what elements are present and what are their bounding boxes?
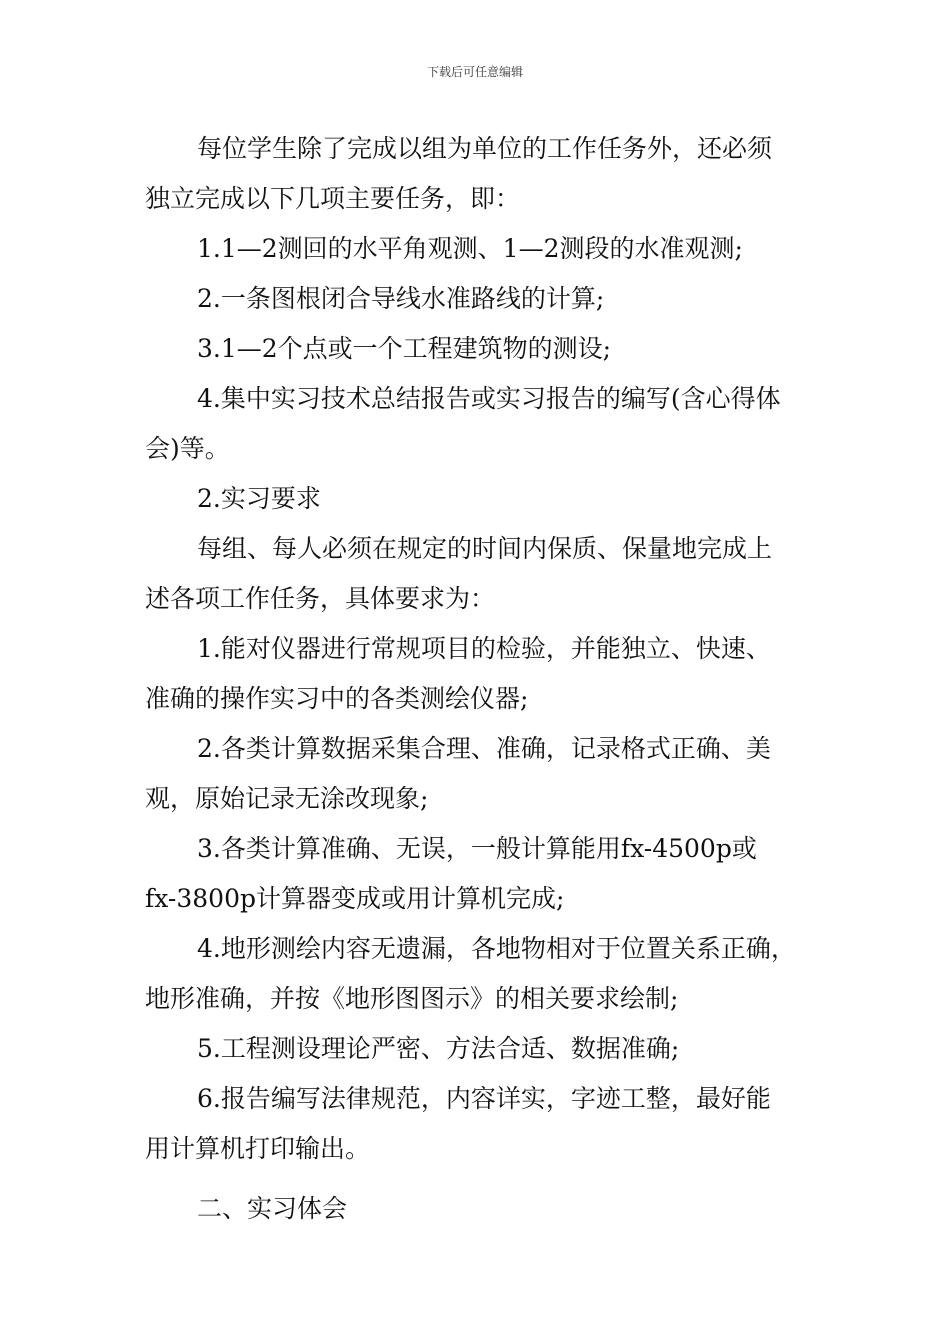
paragraph-line: 每组、每人必须在规定的时间内保质、保量地完成上 [197,534,773,563]
section-heading: 二、实习体会 [197,1194,348,1223]
requirement-item-4: 4.地形测绘内容无遗漏，各地物相对于位置关系正确， [197,934,796,963]
paragraph-line: 述各项工作任务，具体要求为： [145,584,496,613]
paragraph-line: fx-3800p计算器变成或用计算机完成; [145,884,565,913]
paragraph-line: 会)等。 [145,434,230,463]
paragraph-line: 观，原始记录无涂改现象; [145,784,429,813]
requirement-item-2: 2.各类计算数据采集合理、准确，记录格式正确、美 [197,734,771,763]
task-item-2: 2.一条图根闭合导线水准路线的计算; [197,284,605,313]
paragraph-line: 地形准确，并按《地形图图示》的相关要求绘制; [145,984,679,1013]
requirement-item-6: 6.报告编写法律规范，内容详实，字迹工整，最好能 [197,1084,771,1113]
task-item-1: 1.1—2测回的水平角观测、1—2测段的水准观测; [197,234,743,263]
task-item-4: 4.集中实习技术总结报告或实习报告的编写(含心得体 [197,384,781,413]
document-body [145,124,835,1234]
task-item-3: 3.1—2个点或一个工程建筑物的测设; [197,334,612,363]
paragraph-line: 用计算机打印输出。 [145,1134,371,1163]
paragraph-line: 独立完成以下几项主要任务，即： [145,184,521,213]
page-header-note: 下载后可任意编辑 [426,65,523,79]
requirement-item-5: 5.工程测设理论严密、方法合适、数据准确; [197,1034,680,1063]
paragraph-line: 每位学生除了完成以组为单位的工作任务外，还必须 [197,134,773,163]
requirement-item-1: 1.能对仪器进行常规项目的检验，并能独立、快速、 [197,634,771,663]
paragraph-line: 准确的操作实习中的各类测绘仪器; [145,684,529,713]
section-heading: 2.实习要求 [197,484,321,513]
requirement-item-3: 3.各类计算准确、无误，一般计算能用fx-4500p或 [197,834,757,863]
